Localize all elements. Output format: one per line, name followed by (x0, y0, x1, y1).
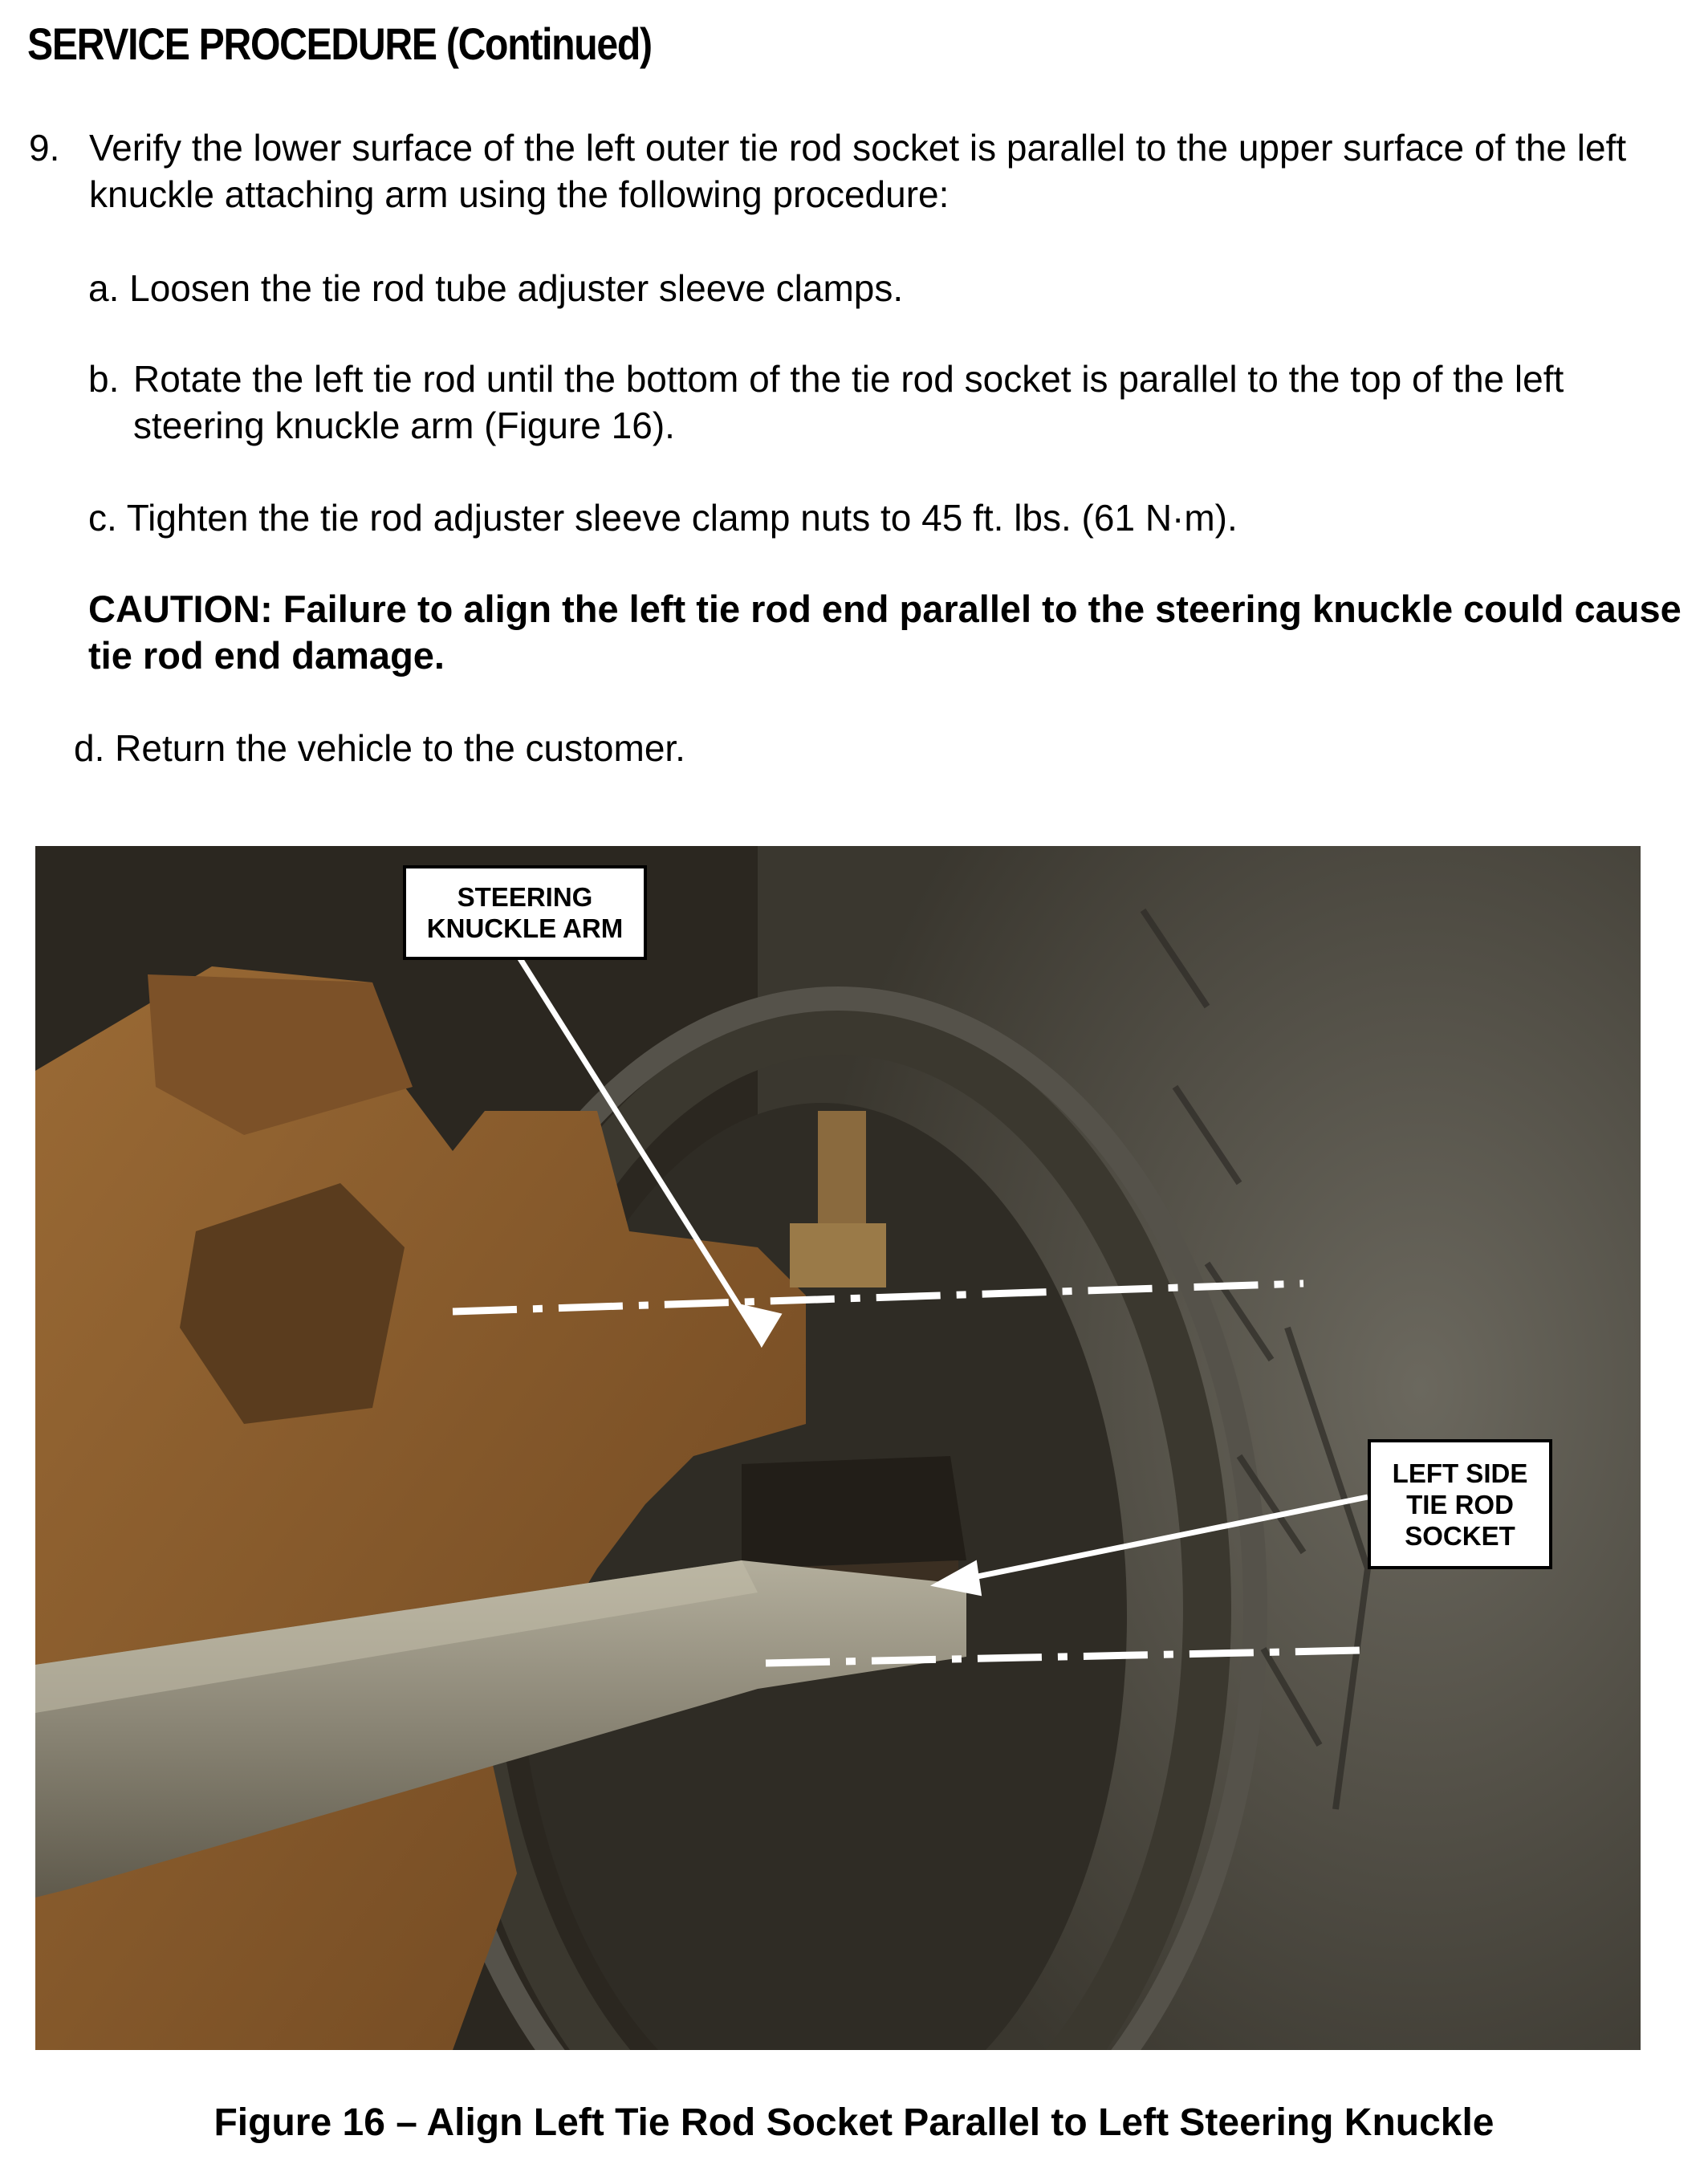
callout-knuckle-line-1: STEERING (457, 882, 593, 912)
substep-a: a. Loosen the tie rod tube adjuster sleeve clamps. (88, 267, 904, 309)
callout-left-tie-rod-socket (1368, 1439, 1552, 1569)
callout-socket-line-2: TIE ROD (1406, 1489, 1514, 1519)
page-heading: SERVICE PROCEDURE (Continued) (27, 18, 652, 69)
substep-c: c. Tighten the tie rod adjuster sleeve clamp nuts to 45 ft. lbs. (61 N·m). (88, 497, 1238, 539)
callout-steering-knuckle-arm (403, 865, 647, 960)
caution-note: CAUTION: Failure to align the left tie rod end parallel to the steering knuckle could cause tie rod end damage. (88, 588, 1682, 677)
step-9-text: Verify the lower surface of the left outer tie rod socket is parallel to the upper surface of the left knuckle attaching arm using the following procedure: (89, 127, 1627, 215)
callout-socket-line-3: SOCKET (1405, 1520, 1515, 1551)
callout-knuckle-line-2: KNUCKLE ARM (426, 913, 624, 943)
substep-b-label: b. (88, 358, 120, 400)
figure-caption: Figure 16 – Align Left Tie Rod Socket Parallel to Left Steering Knuckle (214, 2101, 1494, 2144)
step-9-number: 9. (29, 127, 60, 169)
substep-d: d. Return the vehicle to the customer. (74, 727, 685, 769)
substep-b-text: Rotate the left tie rod until the bottom of the tie rod socket is parallel to the top of the left steering knuckle arm (Figure 16). (133, 358, 1564, 446)
callout-socket-line-1: LEFT SIDE (1392, 1458, 1528, 1488)
